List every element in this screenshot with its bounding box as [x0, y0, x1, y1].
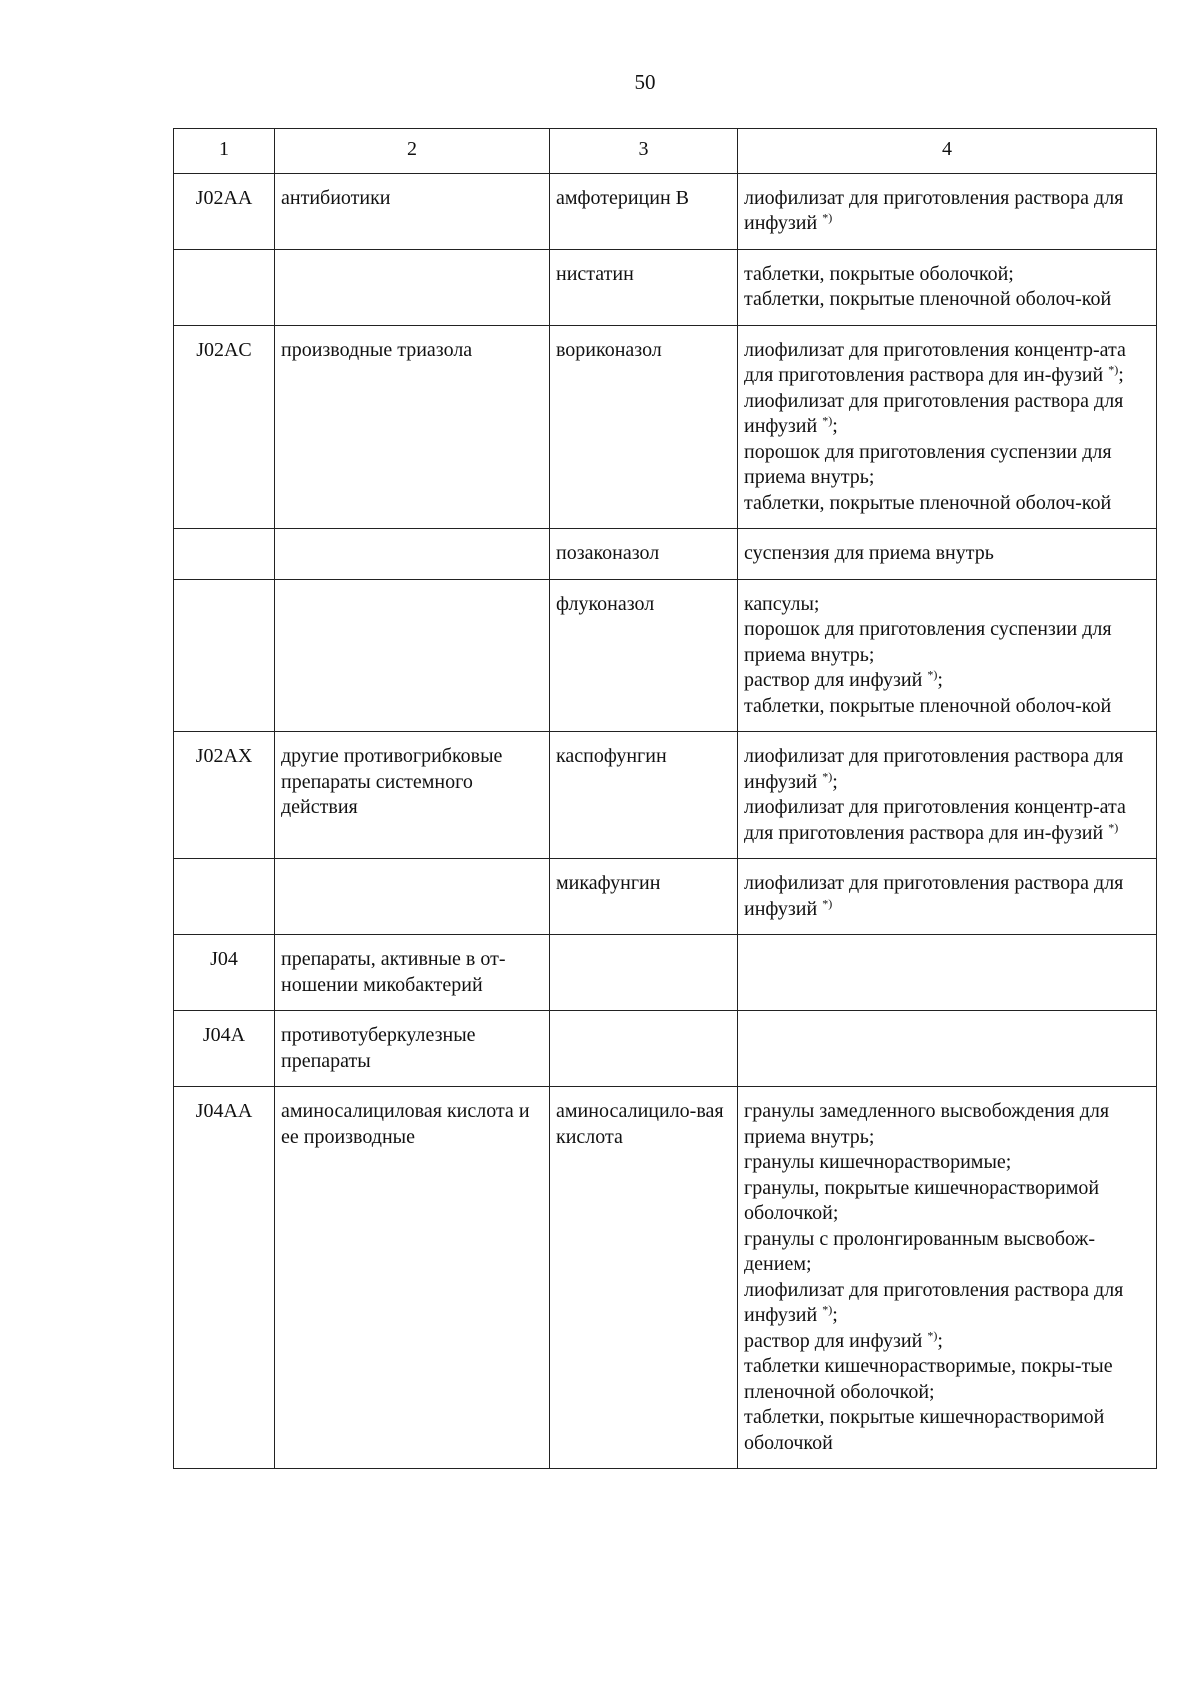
dosage-form-item: суспензия для приема внутрь: [744, 542, 994, 564]
drug-name-cell: [550, 935, 738, 1011]
table-row: [174, 935, 1157, 1011]
dosage-form-item: таблетки, покрытые пленочной оболоч-кой: [744, 694, 1112, 717]
atc-code-cell: J02AC: [174, 325, 275, 529]
atc-code-cell: [174, 249, 275, 325]
drug-name-cell: каспофунгин: [550, 732, 738, 859]
table-header-row: [174, 129, 1157, 174]
dosage-form-item: гранулы, покрытые кишечнорастворимой оболочкой;: [744, 1176, 1100, 1224]
dosage-form-item: порошок для приготовления суспензии для приема внутрь;: [744, 618, 1112, 666]
dosage-forms-cell: [738, 529, 1157, 580]
drug-name-cell: вориконазол: [550, 325, 738, 529]
page-number: 50: [634, 70, 656, 94]
group-name-cell: противотуберкулезные препараты: [275, 1011, 550, 1087]
dosage-form-item: лиофилизат для приготовления раствора для инфузий *);: [744, 389, 1124, 437]
dosage-form-item: таблетки, покрытые пленочной оболоч-кой: [744, 491, 1112, 514]
dosage-forms-cell: [738, 1087, 1157, 1469]
dosage-forms-cell: [738, 325, 1157, 529]
atc-code-cell: J04AA: [174, 1087, 275, 1469]
dosage-forms-cell: [738, 1011, 1157, 1087]
drug-name-cell: аминосалицило-вая кислота: [550, 1087, 738, 1469]
column-header-4: 4: [738, 129, 1157, 174]
group-name-cell: другие противогрибковые препараты системного действия: [275, 732, 550, 859]
drug-name-cell: нистатин: [550, 249, 738, 325]
table-row: [174, 529, 1157, 580]
dosage-form-item: гранулы кишечнорастворимые;: [744, 1151, 1012, 1173]
dosage-forms-cell: [738, 173, 1157, 249]
drug-name-cell: [550, 1011, 738, 1087]
group-name-cell: аминосалициловая кислота и ее производные: [275, 1087, 550, 1469]
dosage-form-item: лиофилизат для приготовления концентр-ата для приготовления раствора для ин-фузий *): [744, 796, 1126, 844]
table-row: [174, 325, 1157, 529]
table-row: [174, 732, 1157, 859]
group-name-cell: препараты, активные в от-ношении микобактерий: [275, 935, 550, 1011]
atc-code-cell: [174, 529, 275, 580]
dosage-forms-cell: [738, 859, 1157, 935]
drug-name-cell: амфотерицин B: [550, 173, 738, 249]
table-row: [174, 859, 1157, 935]
group-name-cell: антибиотики: [275, 173, 550, 249]
column-header-2: 2: [275, 129, 550, 174]
dosage-form-item: лиофилизат для приготовления раствора для инфузий *): [744, 872, 1124, 920]
atc-code-cell: [174, 579, 275, 732]
group-name-cell: [275, 579, 550, 732]
dosage-form-item: таблетки, покрытые пленочной оболоч-кой: [744, 288, 1112, 310]
atc-code-cell: J04: [174, 935, 275, 1011]
dosage-form-item: лиофилизат для приготовления раствора для инфузий *);: [744, 745, 1124, 793]
drug-name-cell: флуконазол: [550, 579, 738, 732]
atc-code-cell: [174, 859, 275, 935]
dosage-forms-cell: [738, 579, 1157, 732]
drug-name-cell: микафунгин: [550, 859, 738, 935]
dosage-form-item: гранулы замедленного высвобождения для приема внутрь;: [744, 1100, 1110, 1148]
dosage-form-item: лиофилизат для приготовления раствора для инфузий *): [744, 186, 1124, 234]
group-name-cell: производные триазола: [275, 325, 550, 529]
dosage-forms-cell: [738, 249, 1157, 325]
medication-table: [173, 128, 1157, 1469]
atc-code-cell: J04A: [174, 1011, 275, 1087]
column-header-1: 1: [174, 129, 275, 174]
group-name-cell: [275, 529, 550, 580]
dosage-form-item: раствор для инфузий *);: [744, 1327, 943, 1352]
group-name-cell: [275, 859, 550, 935]
dosage-form-item: таблетки кишечнорастворимые, покры-тые пленочной оболочкой;: [744, 1355, 1113, 1403]
table-row: [174, 249, 1157, 325]
dosage-form-item: лиофилизат для приготовления раствора для инфузий *);: [744, 1278, 1124, 1326]
dosage-form-item: таблетки, покрытые оболочкой;: [744, 262, 1014, 285]
dosage-form-item: таблетки, покрытые кишечнорастворимой оболочкой: [744, 1406, 1105, 1454]
dosage-form-item: лиофилизат для приготовления концентр-ата для приготовления раствора для ин-фузий *);: [744, 338, 1126, 386]
table-body: [174, 173, 1157, 1469]
dosage-form-item: гранулы с пролонгированным высвобож-дением;: [744, 1227, 1096, 1275]
dosage-form-item: капсулы;: [744, 592, 820, 615]
atc-code-cell: J02AA: [174, 173, 275, 249]
table-row: [174, 1087, 1157, 1469]
table-row: [174, 1011, 1157, 1087]
table-row: [174, 173, 1157, 249]
dosage-forms-cell: [738, 935, 1157, 1011]
table-row: [174, 579, 1157, 732]
drug-name-cell: позаконазол: [550, 529, 738, 580]
dosage-form-item: раствор для инфузий *);: [744, 667, 943, 691]
dosage-forms-cell: [738, 732, 1157, 859]
column-header-3: 3: [550, 129, 738, 174]
dosage-form-item: порошок для приготовления суспензии для приема внутрь;: [744, 440, 1112, 488]
atc-code-cell: J02AX: [174, 732, 275, 859]
group-name-cell: [275, 249, 550, 325]
